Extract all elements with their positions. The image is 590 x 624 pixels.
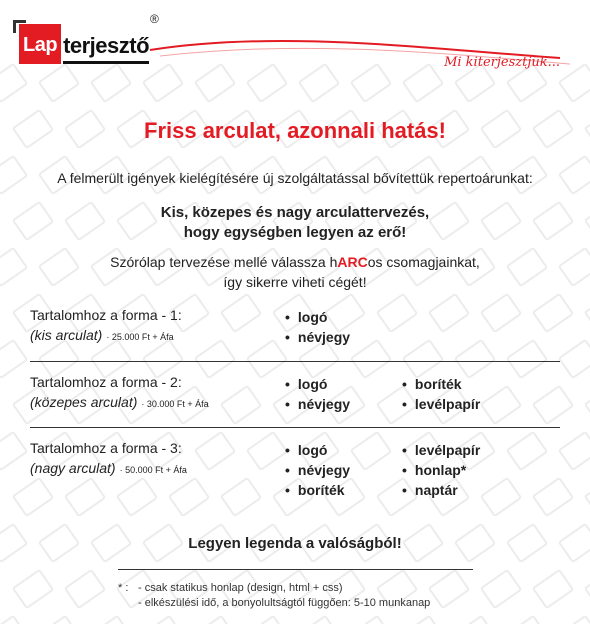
list-item: • logó	[285, 374, 350, 394]
list-item: • boríték	[285, 480, 350, 500]
list-item: • névjegy	[285, 394, 350, 414]
package-size-label: (kis arculat)	[30, 327, 103, 343]
list-item: • névjegy	[285, 327, 350, 347]
watermark-tile	[584, 385, 590, 426]
package-size	[30, 460, 187, 476]
watermark-tile	[12, 569, 55, 610]
page-title: Friss arculat, azonnali hatás!	[144, 118, 446, 143]
footnote-line-2: - elkészülési idő, a bonyolultságtól függően: 5-10 munkanap	[138, 597, 431, 609]
logo-box-text: Lap	[23, 34, 58, 56]
list-item: • levélpapír	[402, 440, 480, 460]
watermark-tile	[558, 615, 590, 624]
offer-text	[0, 252, 590, 292]
watermark-tile	[584, 293, 590, 334]
package-name: Tartalomhoz a forma - 3:	[30, 440, 182, 456]
watermark-tile	[428, 569, 471, 610]
divider	[30, 427, 560, 428]
package-items-col-1	[285, 374, 350, 414]
watermark-tile	[194, 615, 237, 624]
package-items-col-1	[285, 440, 350, 500]
package-1	[30, 307, 560, 357]
watermark-tile	[532, 569, 575, 610]
package-price: · 30.000 Ft + Áfa	[141, 399, 209, 409]
logo-box	[19, 24, 61, 64]
logo-corner-mark	[13, 20, 26, 33]
watermark-tile	[90, 615, 133, 624]
list-item: • logó	[285, 307, 350, 327]
list-item: • naptár	[402, 480, 480, 500]
closing-slogan: Legyen legenda a valóságból!	[188, 535, 402, 552]
package-3	[30, 440, 560, 502]
footnote-line-1: - csak statikus honlap (design, html + css)	[138, 582, 343, 594]
registered-mark: ®	[150, 12, 159, 26]
divider	[118, 569, 473, 570]
header	[0, 0, 590, 90]
offer-line-2: így sikerre viheti cégét!	[223, 274, 367, 290]
list-item: • névjegy	[285, 460, 350, 480]
tagline-line-2: hogy egységben legyen az erő!	[183, 224, 407, 241]
offer-line-1	[0, 252, 590, 272]
list-item: • boríték	[402, 374, 480, 394]
watermark-tile	[558, 431, 590, 472]
package-size-label: (közepes arculat)	[30, 394, 138, 410]
watermark-tile	[64, 569, 107, 610]
watermark-tile	[584, 477, 590, 518]
brand-logo[interactable]	[19, 20, 149, 64]
watermark-tile	[246, 615, 289, 624]
watermark-tile	[0, 339, 28, 380]
package-items-col-2	[402, 374, 480, 414]
list-item: • levélpapír	[402, 394, 480, 414]
offer-prefix: Szórólap tervezése mellé válassza h	[110, 254, 338, 270]
watermark-tile	[480, 569, 523, 610]
watermark-tile	[558, 339, 590, 380]
tagline	[0, 203, 590, 243]
package-size-label: (nagy arculat)	[30, 460, 116, 476]
slogan: Mi kiterjesztjük...	[444, 55, 560, 70]
package-2	[30, 374, 560, 424]
watermark-tile	[142, 615, 185, 624]
package-items-col-2	[402, 440, 480, 500]
watermark-tile	[454, 615, 497, 624]
package-price: · 25.000 Ft + Áfa	[106, 332, 174, 342]
intro-text: A felmerült igények kielégítésére új szolgáltatással bővítettük repertoárunkat:	[57, 170, 533, 186]
divider	[30, 361, 560, 362]
offer-suffix: os csomagjainkat,	[367, 254, 480, 270]
tagline-line-1: Kis, közepes és nagy arculattervezés,	[160, 204, 430, 221]
watermark-tile	[298, 615, 341, 624]
package-name: Tartalomhoz a forma - 1:	[30, 307, 182, 323]
watermark-tile	[0, 431, 28, 472]
package-name: Tartalomhoz a forma - 2:	[30, 374, 182, 390]
package-size	[30, 327, 174, 343]
package-size	[30, 394, 209, 410]
watermark-tile	[506, 615, 549, 624]
package-price: · 50.000 Ft + Áfa	[119, 465, 187, 475]
package-items-col-1	[285, 307, 350, 347]
watermark-tile	[38, 615, 81, 624]
footnote-marker: * :	[118, 582, 129, 594]
watermark-tile	[0, 615, 28, 624]
logo-text: terjesztő	[63, 31, 149, 64]
list-item: • logó	[285, 440, 350, 460]
watermark-tile	[584, 569, 590, 610]
list-item: • honlap*	[402, 460, 480, 480]
watermark-tile	[402, 615, 445, 624]
watermark-tile	[350, 615, 393, 624]
offer-highlight: ARC	[337, 254, 368, 270]
